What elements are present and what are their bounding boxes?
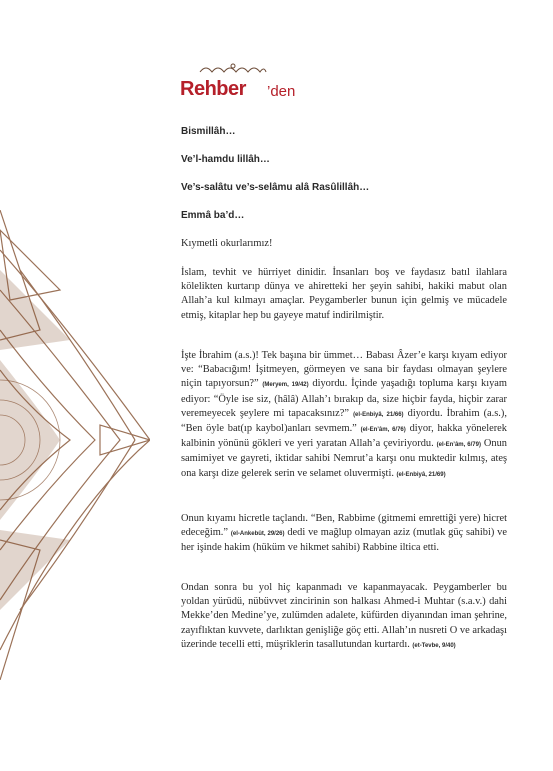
paragraph-4 bbox=[181, 581, 507, 653]
swirl-ornament-icon bbox=[198, 62, 268, 76]
paragraph-3-text: dedi ve mağlup olmayan aziz (mutlak güç sahibi) ve her işinde hakim (hüküm ve hikmet sahibi) Rabbine iltica etti. bbox=[181, 527, 507, 554]
paragraph-3 bbox=[181, 512, 507, 556]
verse-reference: (el-Enbiyâ, 21/69) bbox=[396, 471, 446, 478]
brand-logo: Rehber bbox=[180, 78, 246, 100]
paragraph-1: İslam, tevhit ve hürriyet dinidir. İnsanları boş ve faydasız batıl ilahlara kölelikten kurtarıp dünya ve ahiretteki her şeyin sahibi, hakiki mabut olan Allah’a kul kılmayı amaçlar. Peygamberler bunun için gelmiş ve mücadele etmiş, kitaplar hep bu gayeye matuf indirilmiştir. bbox=[181, 267, 507, 321]
heading-bismillah: Bismillâh… bbox=[181, 126, 236, 137]
brand-suffix: ’den bbox=[267, 83, 296, 100]
heading-hamd: Ve’l-hamdu lillâh… bbox=[181, 154, 270, 165]
paragraph-2-text: İşte İbrahim (a.s.)! Tek başına bir ümmet… Babası Âzer’e karşı kıyam ediyor ve: “Babacığım! İşitmeyen, görmeyen ve sana bir faydası olmayan şeylere niçin tapıyorsun?” bbox=[181, 350, 507, 390]
header bbox=[180, 62, 320, 102]
paragraph-2-text: diyordu. İçinde yaşadığı topluma karşı kıyam ediyor: “Öyle ise siz, (hâlâ) Allah’ı bırakıp da, size hiçbir fayda, hiçbir zarar veremeyecek şeylere mi tapacaksınız?” bbox=[181, 378, 507, 419]
paragraph-2-text: diyordu. İbrahim (a.s.), “Ben öyle bat(ıp kaybol)anları sevmem.” bbox=[181, 407, 507, 435]
paragraph-3-text: Onun kıyamı hicretle taçlandı. “Ben, Rabbime (gitmemi emrettiği yere) hicret edeceğim.” bbox=[181, 513, 507, 539]
paragraph-2 bbox=[181, 349, 507, 482]
paragraph-2-text: Onun samimiyet ve gayreti, iktidar sahibi Nemrut’a karşı onu muktedir kılmış, ateş ona karşı dize gelerek serin ve selamet oluvermişti. bbox=[181, 438, 507, 479]
verse-reference: (el-En’âm, 6/76) bbox=[360, 427, 406, 434]
verse-reference: (et-Tevbe, 9/40) bbox=[412, 642, 456, 649]
heading-salat: Ve’s-salâtu ve’s-selâmu alâ Rasûlillâh… bbox=[181, 182, 370, 193]
verse-reference: (Meryem, 19/42) bbox=[262, 382, 309, 389]
heading-emma-bad: Emmâ ba’d… bbox=[181, 210, 245, 221]
verse-reference: (el-Ankebût, 29/26) bbox=[230, 531, 285, 538]
verse-reference: (el-En’âm, 6/79) bbox=[436, 442, 481, 449]
salutation: Kıymetli okurlarımız! bbox=[181, 238, 273, 249]
decorative-ornament bbox=[0, 210, 150, 680]
verse-reference: (el-Enbiyâ, 21/66) bbox=[353, 411, 404, 418]
paragraph-4-text: Ondan sonra bu yol hiç kapanmadı ve kapanmayacak. Peygamberler bu yoldan yürüdü, nübüvvet zincirinin son halkası Ahmed-i Muhtar (s.a.v.) dahi Mekke’den Medine’ye, zulümden adalete, küfürden diyanından iman şehrine, zayıflıktan kuvvete, darlıktan genişliğe göç etti. Allah’ın nusreti O ve arkadaşı üzerinde tecelli etti, müşriklerin tasallutundan kurtardı. bbox=[181, 582, 507, 650]
paragraph-2-text: diyor, hakka yönelerek kalbinin yönünü gökleri ve yeri yaratan Allah’a çeviriyordu. bbox=[181, 423, 507, 450]
